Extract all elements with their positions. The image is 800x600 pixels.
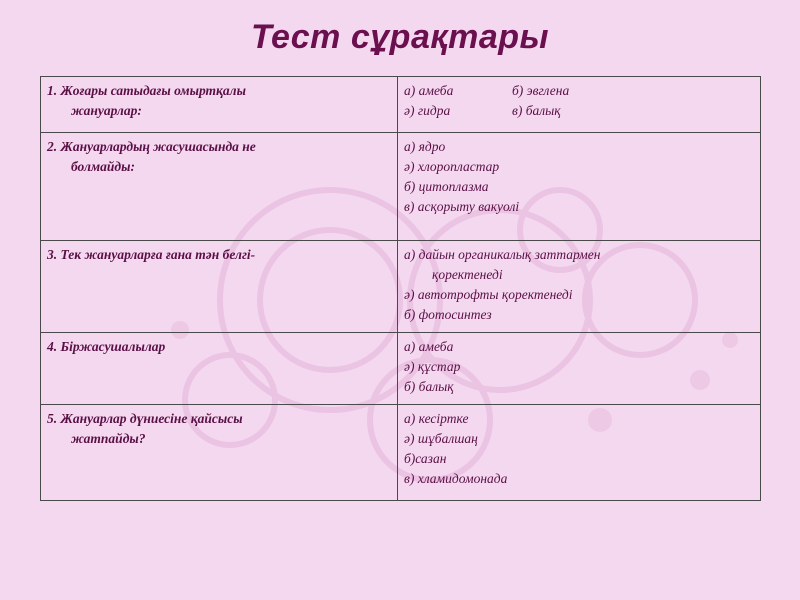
question-cell bbox=[41, 133, 398, 241]
answer-option: б) фотосинтез bbox=[404, 307, 492, 322]
question-cell bbox=[41, 77, 398, 133]
answer-option: ә) автотрофты қоректенеді bbox=[404, 287, 573, 302]
table-row bbox=[41, 77, 761, 133]
answer-option: ә) гидра bbox=[404, 103, 451, 118]
question-cell bbox=[41, 241, 398, 333]
answer-option: ә) хлоропластар bbox=[404, 159, 500, 174]
answers-cell bbox=[398, 405, 761, 501]
answer-option: б) эвглена bbox=[512, 83, 570, 98]
question-cell bbox=[41, 405, 398, 501]
answer-option: б) цитоплазма bbox=[404, 179, 489, 194]
answer-option: а) амеба bbox=[404, 83, 454, 98]
answer-option: б)сазан bbox=[404, 451, 447, 466]
answer-option: в) асқорыту вакуолі bbox=[404, 199, 520, 214]
answer-option: б) балық bbox=[404, 379, 454, 394]
question-text: 1. Жоғары сатыдағы омыртқалы bbox=[47, 83, 246, 98]
answer-option: а) амеба bbox=[404, 339, 454, 354]
answer-option: қоректенеді bbox=[432, 267, 503, 282]
question-cell bbox=[41, 333, 398, 405]
answer-option: в) хламидомонада bbox=[404, 471, 508, 486]
answers-cell bbox=[398, 77, 761, 133]
question-text: жатпайды? bbox=[71, 431, 146, 446]
page-title: Тест сұрақтары bbox=[250, 18, 550, 56]
answer-option: ә) құстар bbox=[404, 359, 461, 374]
answer-option: а) кесіртке bbox=[404, 411, 469, 426]
table-row bbox=[41, 333, 761, 405]
answers-cell bbox=[398, 133, 761, 241]
question-text: жануарлар: bbox=[71, 103, 142, 118]
table-row bbox=[41, 241, 761, 333]
test-table bbox=[40, 76, 761, 501]
table-row bbox=[41, 405, 761, 501]
answer-option: а) дайын органикалық заттармен bbox=[404, 247, 601, 262]
answer-option: в) балық bbox=[512, 103, 561, 118]
question-text: 2. Жануарлардың жасушасында не bbox=[47, 139, 256, 154]
answers-cell bbox=[398, 241, 761, 333]
question-text: болмайды: bbox=[71, 159, 135, 174]
question-text: 5. Жануарлар дүниесіне қайсысы bbox=[47, 411, 243, 426]
answer-option: а) ядро bbox=[404, 139, 446, 154]
answer-option: ә) шұбалшаң bbox=[404, 431, 478, 446]
question-text: 3. Тек жануарларға ғана тән белгі- bbox=[47, 247, 256, 262]
table-row bbox=[41, 133, 761, 241]
answers-cell bbox=[398, 333, 761, 405]
question-text: 4. Біржасушалылар bbox=[47, 339, 166, 354]
